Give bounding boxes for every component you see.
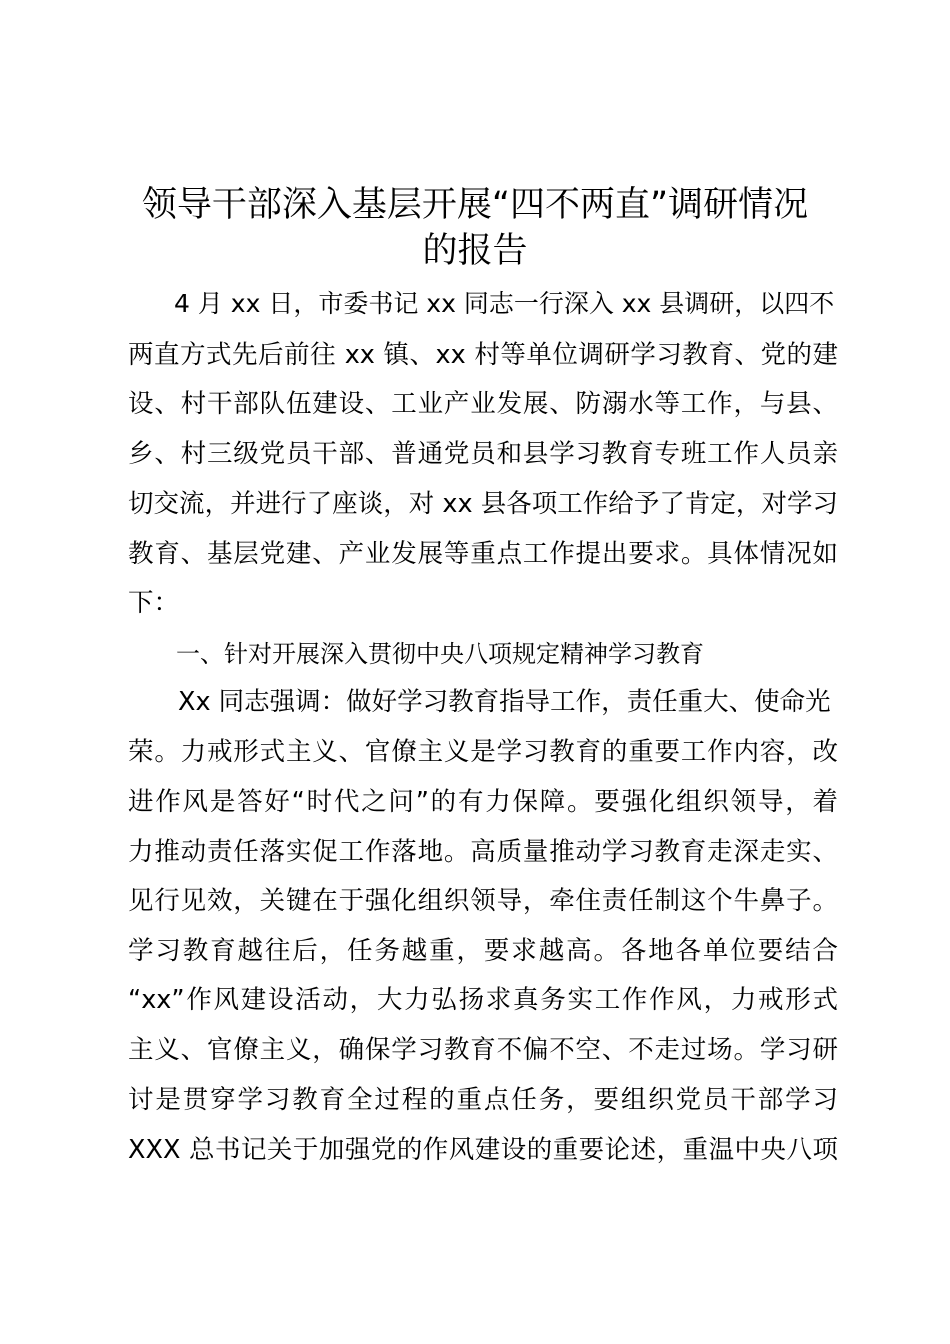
section-line-2: 荣。力戒形式主义、官僚主义是学习教育的重要工作内容，改 [128,737,838,767]
intro-line-2: 两直方式先后前往 xx 镇、xx 村等单位调研学习教育、党的建 [128,340,838,370]
section-line-6: 学习教育越往后，任务越重，要求越高。各地各单位要结合 [128,936,838,966]
section-line-5: 见行见效，关键在于强化组织领导，牵住责任制这个牛鼻子。 [128,886,838,916]
intro-line-1: 4 月 xx 日，市委书记 xx 同志一行深入 xx 县调研，以四不 [174,289,835,318]
intro-line-3: 设、村干部队伍建设、工业产业发展、防溺水等工作，与县、 [128,389,838,419]
section-heading: 一、针对开展深入贯彻中央八项规定精神学习教育 [176,640,704,668]
section-line-1: Xx 同志强调：做好学习教育指导工作，责任重大、使命光 [178,687,831,717]
intro-line-6: 教育、基层党建、产业发展等重点工作提出要求。具体情况如 [128,539,838,569]
document-title [110,182,840,274]
section-line-7: “xx”作风建设活动，大力弘扬求真务实工作作风，力戒形式 [128,985,838,1015]
section-line-9: 讨是贯穿学习教育全过程的重点任务，要组织党员干部学习 [128,1085,838,1115]
section-line-8: 主义、官僚主义，确保学习教育不偏不空、不走过场。学习研 [128,1035,838,1065]
section-line-4: 力推动责任落实促工作落地。高质量推动学习教育走深走实、 [128,837,838,867]
intro-line-5: 切交流，并进行了座谈，对 xx 县各项工作给予了肯定，对学习 [128,489,838,519]
title-line-2: 的报告 [422,231,528,271]
section-line-10: XXX 总书记关于加强党的作风建设的重要论述，重温中央八项 [128,1135,838,1165]
intro-line-4: 乡、村三级党员干部、普通党员和县学习教育专班工作人员亲 [128,439,838,469]
section-line-3: 进作风是答好“时代之问”的有力保障。要强化组织领导，着 [128,787,838,817]
title-line-1: 领导干部深入基层开展“四不两直”调研情况 [141,185,809,225]
intro-line-7: 下： [128,588,180,618]
